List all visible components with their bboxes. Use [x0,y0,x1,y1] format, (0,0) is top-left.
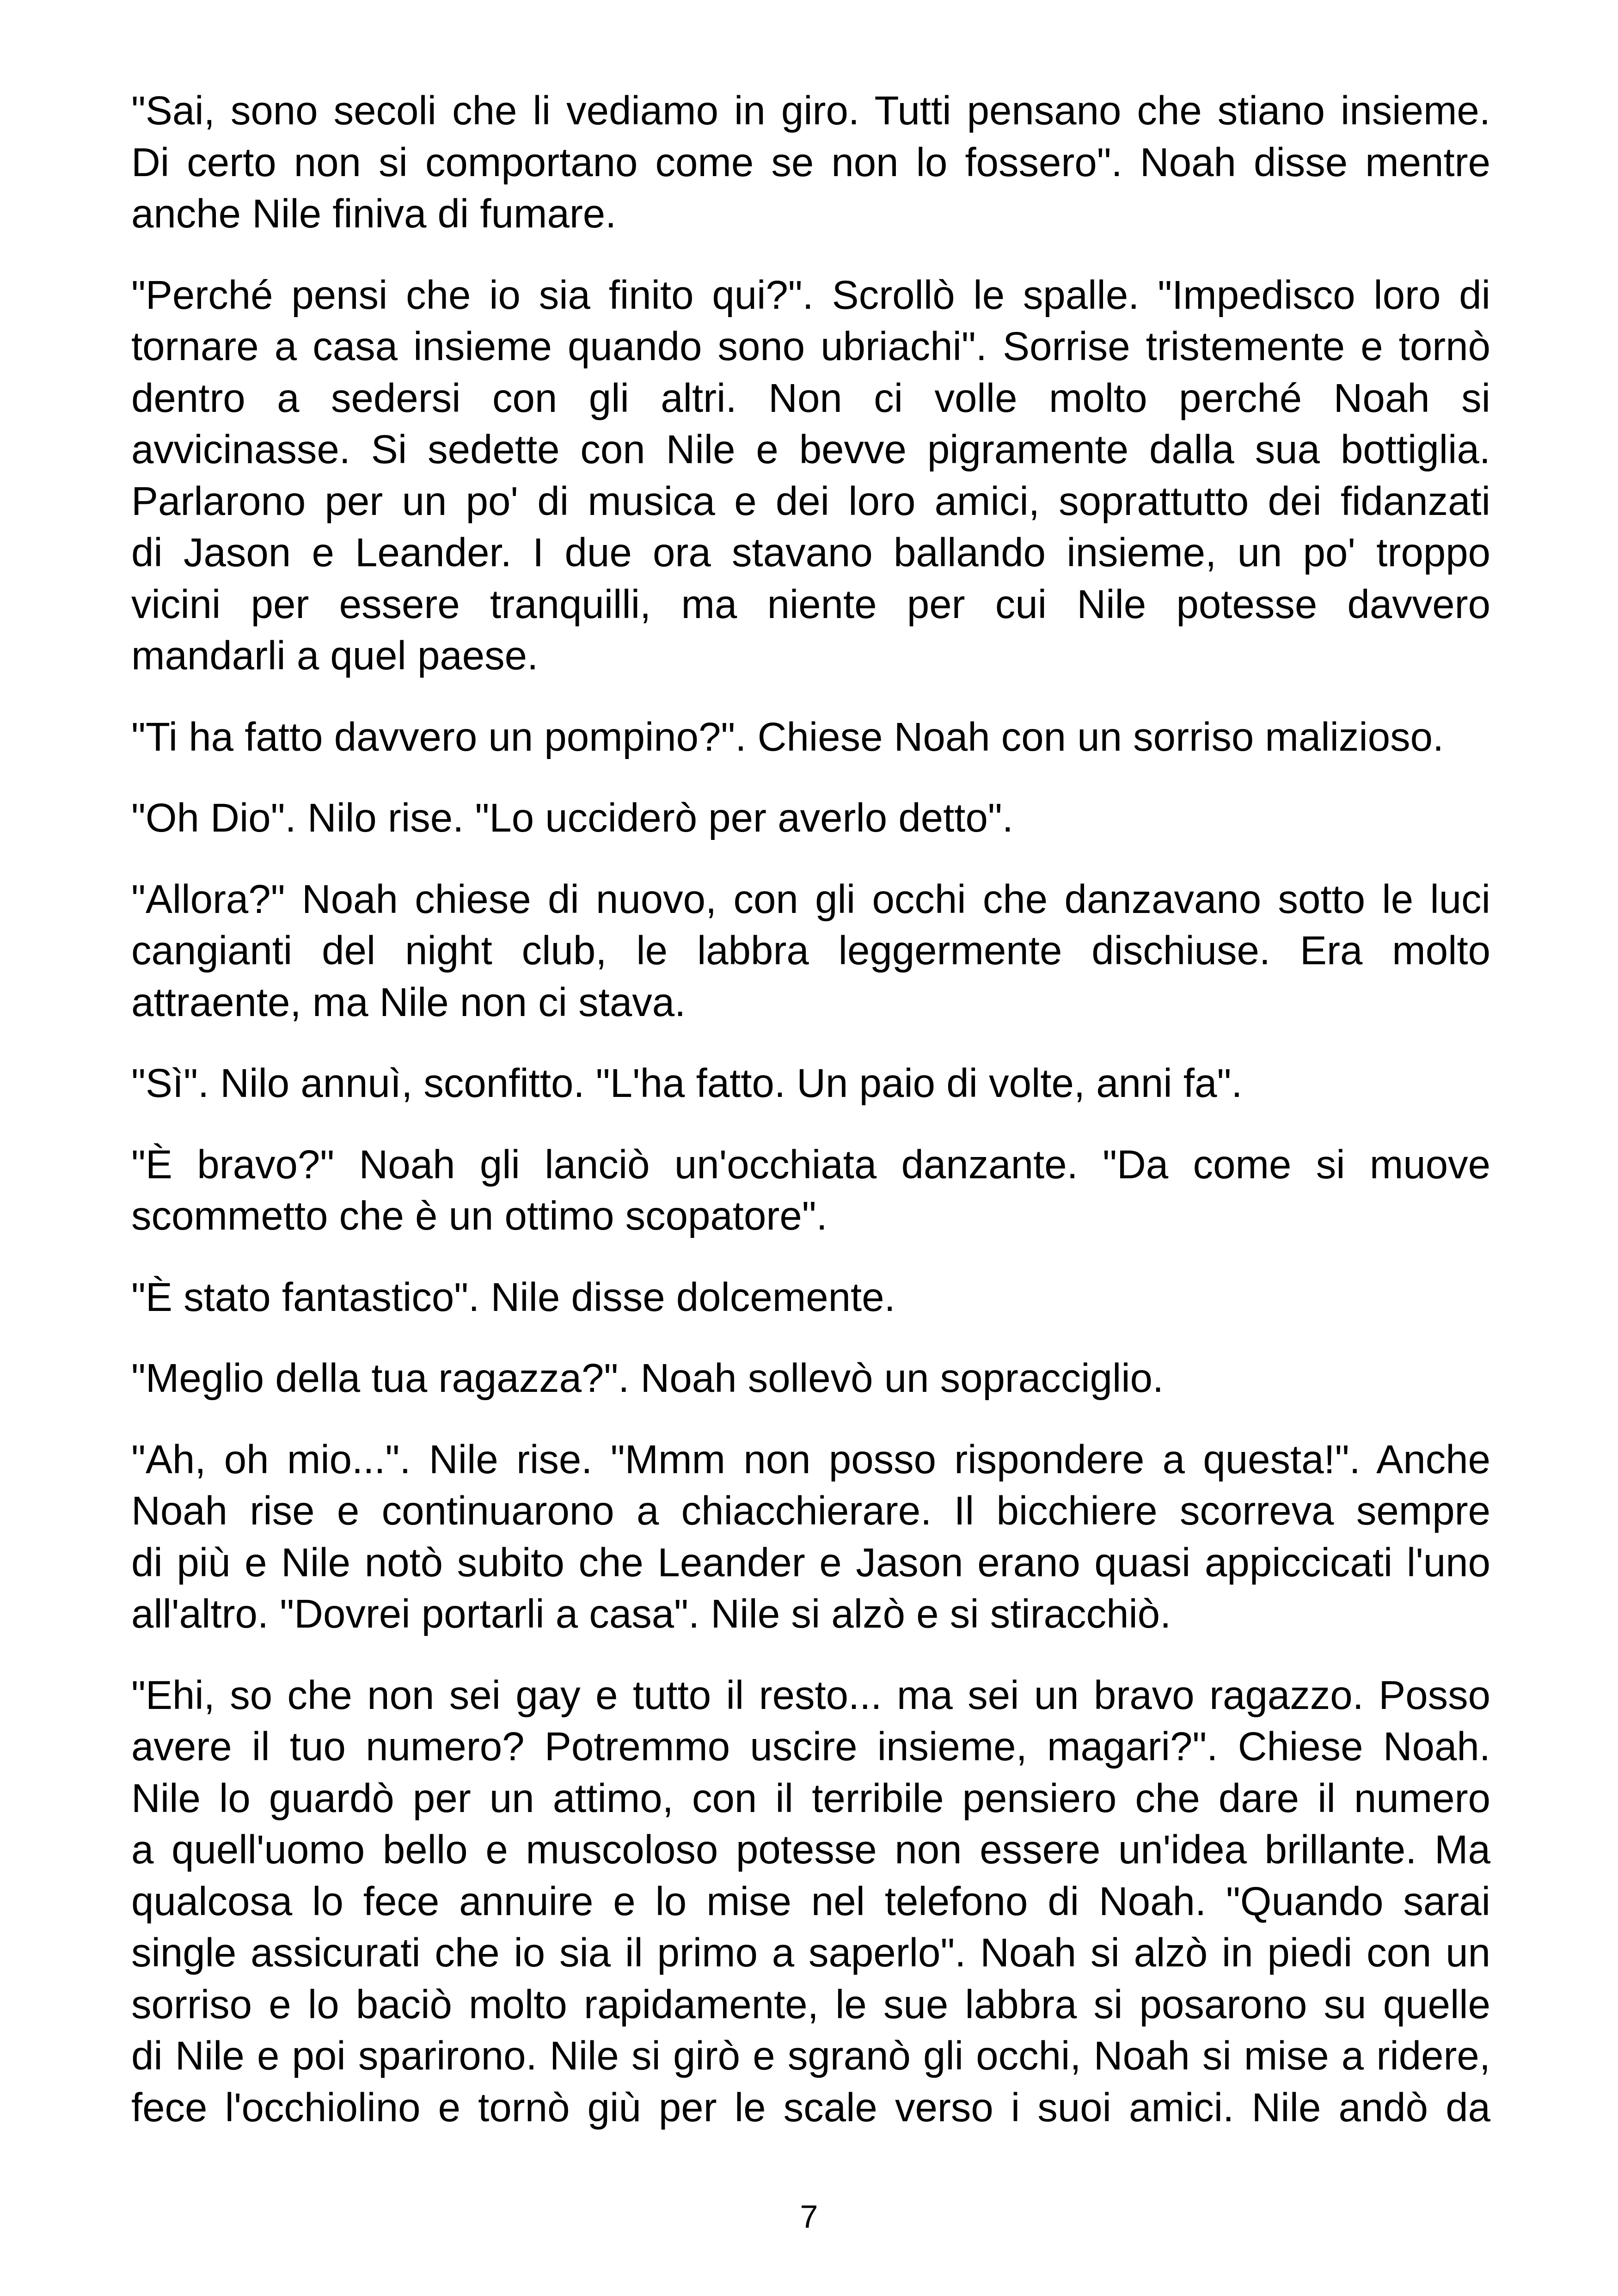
text-line: "Allora?" Noah chiese di nuovo, con gli occhi che danzavano sotto le luci [131,876,1490,922]
text-line: di più e Nile notò subito che Leander e Jason erano quasi appiccicati l'uno [131,1540,1490,1585]
text-line: "È bravo?" Noah gli lanciò un'occhiata danzante. "Da come si muove [131,1142,1490,1187]
text-line: Nile lo guardò per un attimo, con il terribile pensiero che dare il numero [131,1776,1490,1821]
text-line: "Perché pensi che io sia finito qui?". Scrollò le spalle. "Impedisco loro di [131,272,1490,318]
paragraph [131,1058,1490,1109]
paragraph [131,269,1490,682]
text-line: avvicinasse. Si sedette con Nile e bevve pigramente dalla sua bottiglia. [131,427,1490,472]
text-line: avere il tuo numero? Potremmo uscire insieme, magari?". Chiese Noah. [131,1724,1490,1769]
text-line: "Oh Dio". Nilo rise. "Lo ucciderò per averlo detto". [131,796,1013,840]
text-line: Noah rise e continuarono a chiacchierare. Il bicchiere scorreva sempre [131,1488,1490,1533]
paragraph [131,85,1490,240]
paragraph [131,792,1490,844]
text-line: a quell'uomo bello e muscoloso potesse non essere un'idea brillante. Ma [131,1827,1490,1872]
paragraph [131,1434,1490,1640]
text-line: "Sì". Nilo annuì, sconfitto. "L'ha fatto. Un paio di volte, anni fa". [131,1061,1243,1106]
text-line: anche Nile finiva di fumare. [131,191,617,236]
text-line: scommetto che è un ottimo scopatore". [131,1194,827,1238]
text-line: attraente, ma Nile non ci stava. [131,980,686,1025]
text-line: di Nile e poi sparirono. Nile si girò e sgranò gli occhi, Noah si mise a ridere, [131,2033,1490,2078]
text-line: "Ehi, so che non sei gay e tutto il resto... ma sei un bravo ragazzo. Posso [131,1672,1490,1718]
text-line: "Ah, oh mio...". Nile rise. "Mmm non posso rispondere a questa!". Anche [131,1437,1490,1482]
text-line: single assicurati che io sia il primo a saperlo". Noah si alzò in piedi con un [131,1930,1490,1975]
text-line: "È stato fantastico". Nile disse dolcemente. [131,1274,895,1320]
paragraph [131,1670,1490,2134]
paragraph [131,1139,1490,1242]
text-line: cangianti del night club, le labbra leggermente dischiuse. Era molto [131,928,1490,973]
paragraph [131,1353,1490,1404]
text-line: dentro a sedersi con gli altri. Non ci volle molto perché Noah si [131,375,1490,421]
text-line: vicini per essere tranquilli, ma niente per cui Nile potesse davvero [131,582,1490,627]
text-line: "Ti ha fatto davvero un pompino?". Chiese Noah con un sorriso malizioso. [131,714,1444,759]
text-line: all'altro. "Dovrei portarli a casa". Nile si alzò e si stiracchiò. [131,1592,1171,1636]
paragraph [131,711,1490,763]
paragraph [131,874,1490,1029]
text-line: sorriso e lo baciò molto rapidamente, le sue labbra si posarono su quelle [131,1982,1490,2027]
text-line: mandarli a quel paese. [131,633,539,678]
page-number: 7 [800,2198,818,2235]
text-line: di Jason e Leander. I due ora stavano ballando insieme, un po' troppo [131,530,1490,575]
text-line: tornare a casa insieme quando sono ubriachi". Sorrise tristemente e tornò [131,324,1490,369]
text-line: Di certo non si comportano come se non lo fossero". Noah disse mentre [131,140,1490,185]
paragraph [131,1272,1490,1323]
text-line: "Sai, sono secoli che li vediamo in giro. Tutti pensano che stiano insieme. [131,88,1490,133]
text-line: "Meglio della tua ragazza?". Noah sollevò un sopracciglio. [131,1356,1164,1401]
text-line: fece l'occhiolino e tornò giù per le scale verso i suoi amici. Nile andò da [131,2085,1490,2130]
text-line: qualcosa lo fece annuire e lo mise nel telefono di Noah. "Quando sarai [131,1879,1490,1924]
body-text [131,85,1490,2133]
text-line: Parlarono per un po' di musica e dei loro amici, soprattutto dei fidanzati [131,478,1490,524]
